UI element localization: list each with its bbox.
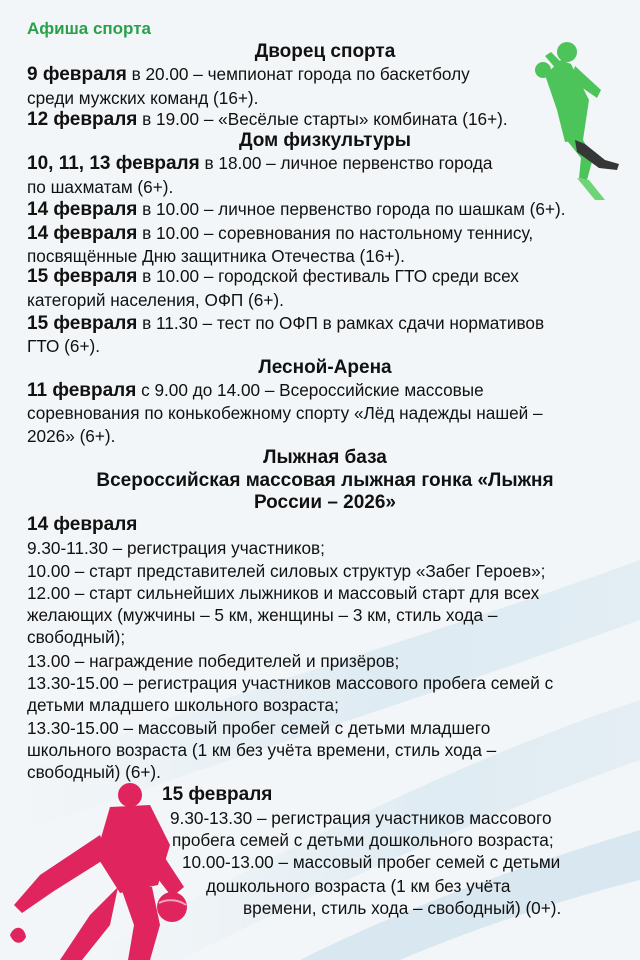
event-line: посвящённые Дню защитника Отечества (16+). bbox=[27, 246, 405, 266]
schedule-line: детьми младшего школьного возраста; bbox=[27, 695, 339, 715]
page-title: Афиша спорта bbox=[27, 19, 151, 38]
event-line: среди мужских команд (16+). bbox=[27, 88, 259, 108]
event-line: 14 февраля в 10.00 – личное первенство города по шашкам (6+). bbox=[27, 199, 566, 220]
schedule-line: 13.00 – награждение победителей и призёров; bbox=[27, 651, 400, 671]
event-line: 9 февраля в 20.00 – чемпионат города по баскетболу bbox=[27, 64, 470, 85]
day-heading: 15 февраля bbox=[162, 784, 273, 805]
venue-heading: Лыжная база bbox=[263, 447, 387, 468]
schedule-line: 12.00 – старт сильнейших лыжников и массовый старт для всех bbox=[27, 583, 540, 603]
event-date: 14 февраля bbox=[27, 199, 138, 220]
event-line: соревнования по конькобежному спорту «Лёд надежды нашей – bbox=[27, 403, 543, 423]
schedule-line: времени, стиль хода – свободный) (0+). bbox=[243, 898, 562, 918]
event-line: по шахматам (6+). bbox=[27, 177, 174, 197]
schedule-line: 9.30-13.30 – регистрация участников массового bbox=[170, 808, 552, 828]
schedule-line: 10.00-13.00 – массовый пробег семей с детьми bbox=[182, 852, 561, 872]
event-date: 9 февраля bbox=[27, 64, 127, 85]
event-date: 11 февраля bbox=[27, 380, 137, 401]
event-date: 14 февраля bbox=[27, 223, 138, 244]
schedule-line: 13.30-15.00 – массовый пробег семей с детьми младшего bbox=[27, 718, 491, 738]
event-date: 15 февраля bbox=[27, 313, 138, 334]
schedule-line: школьного возраста (1 км без учёта времени, стиль хода – bbox=[27, 740, 497, 760]
venue-heading: Лесной-Арена bbox=[258, 357, 392, 378]
day-heading: 14 февраля bbox=[27, 514, 138, 535]
venue-heading: Дворец спорта bbox=[254, 41, 396, 62]
schedule-line: свободный) (6+). bbox=[27, 762, 161, 782]
schedule-line: свободный); bbox=[27, 627, 126, 647]
event-line: 15 февраля в 10.00 – городской фестиваль ГТО среди всех bbox=[27, 266, 519, 287]
event-title: России – 2026» bbox=[253, 492, 396, 513]
schedule-line: пробега семей с детьми дошкольного возраста; bbox=[172, 830, 554, 850]
schedule-line: дошкольного возраста (1 км без учёта bbox=[206, 876, 511, 896]
venue-heading: Дом физкультуры bbox=[238, 130, 412, 151]
event-line: 12 февраля в 19.00 – «Весёлые старты» комбината (16+). bbox=[27, 109, 508, 130]
event-line: 15 февраля в 11.30 – тест по ОФП в рамках сдачи нормативов bbox=[27, 313, 545, 334]
event-line: ГТО (6+). bbox=[27, 336, 100, 356]
event-line: 10, 11, 13 февраля в 18.00 – личное первенство города bbox=[27, 153, 493, 174]
schedule-line: 9.30-11.30 – регистрация участников; bbox=[27, 538, 325, 558]
event-date: 10, 11, 13 февраля bbox=[27, 153, 200, 174]
schedule-line: желающих (мужчины – 5 км, женщины – 3 км, стиль хода – bbox=[27, 605, 498, 625]
event-line: 14 февраля в 10.00 – соревнования по настольному теннису, bbox=[27, 223, 534, 244]
schedule-line: 13.30-15.00 – регистрация участников массового пробега семей с bbox=[27, 673, 554, 693]
event-line: 2026» (6+). bbox=[27, 426, 116, 446]
schedule-line: 10.00 – старт представителей силовых структур «Забег Героев»; bbox=[27, 561, 546, 581]
event-line: категорий населения, ОФП (6+). bbox=[27, 290, 284, 310]
event-line: 11 февраля с 9.00 до 14.00 – Всероссийские массовые bbox=[27, 380, 484, 401]
event-date: 15 февраля bbox=[27, 266, 138, 287]
event-date: 12 февраля bbox=[27, 109, 138, 130]
event-title: Всероссийская массовая лыжная гонка «Лыжня bbox=[96, 470, 554, 491]
